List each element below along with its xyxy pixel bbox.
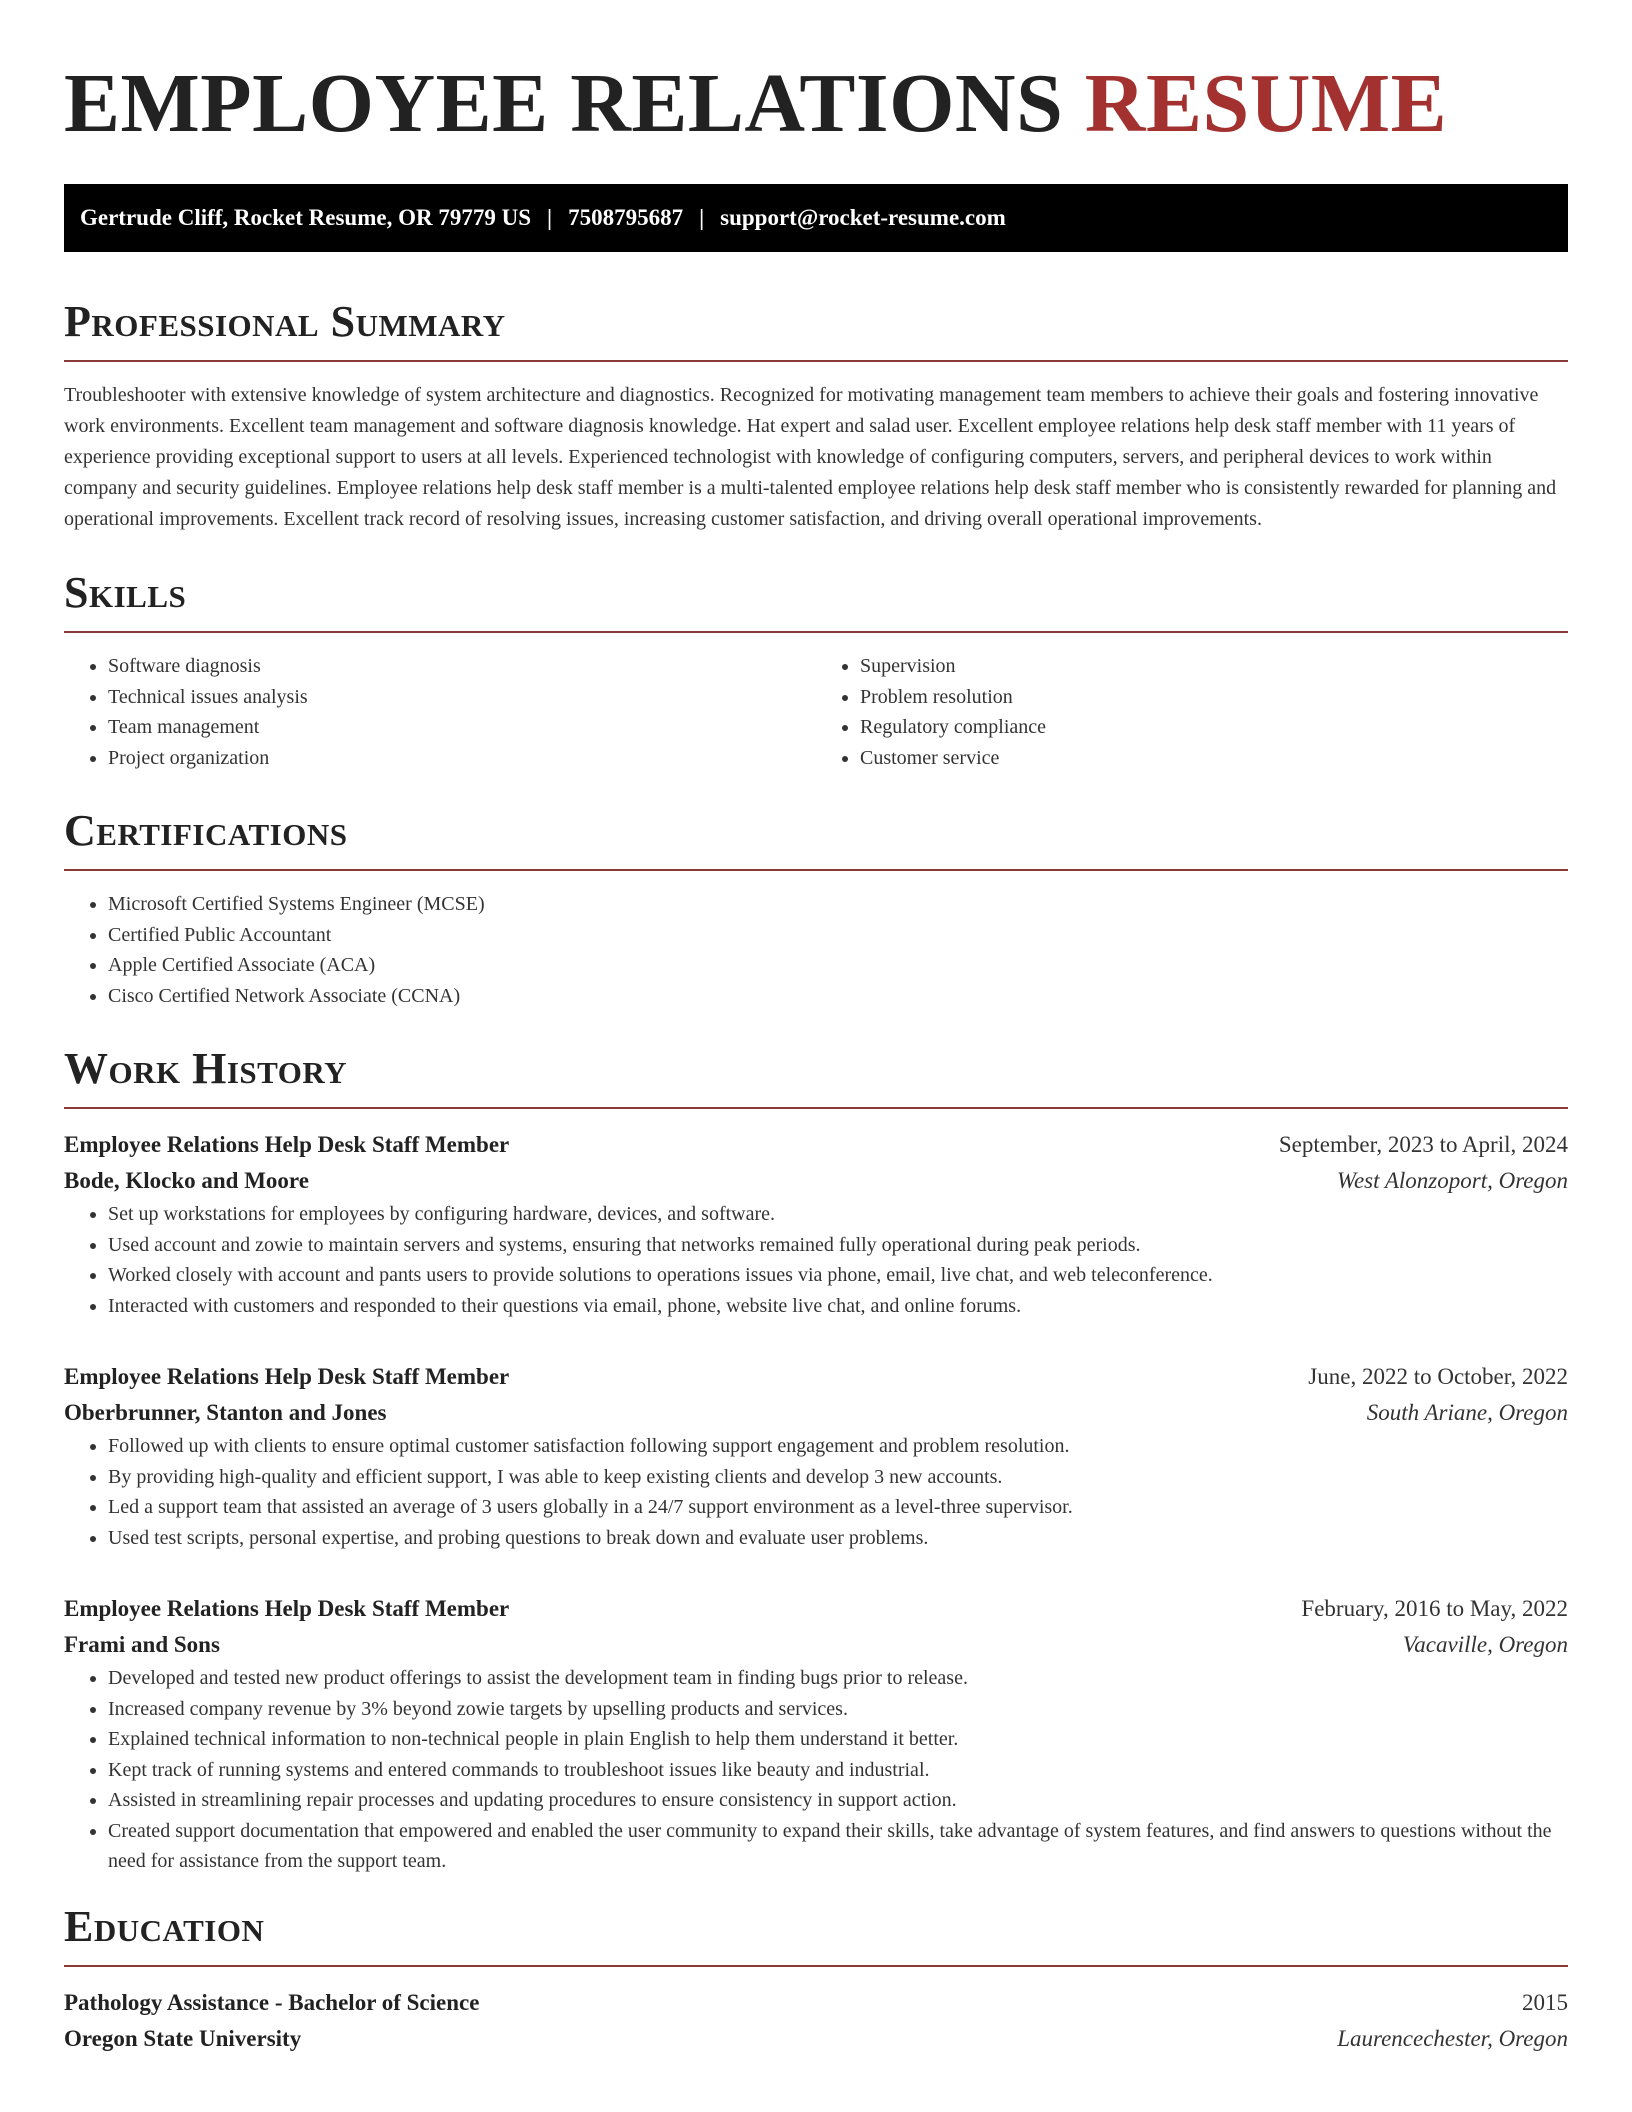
work-history-section bbox=[64, 1043, 1568, 1877]
job-bullet: • Led a support team that assisted an average of 3 users globally in a 24/7 support environment as a level-three supervisor. bbox=[108, 1492, 1568, 1523]
resume-title bbox=[64, 58, 1568, 150]
job-entry bbox=[64, 1359, 1568, 1553]
job-dates: June, 2022 to October, 2022 bbox=[1308, 1364, 1568, 1389]
job-bullet: • Followed up with clients to ensure optimal customer satisfaction following support engagement and problem resolution. bbox=[108, 1431, 1568, 1462]
job-bullet: • Used test scripts, personal expertise, and probing questions to break down and evaluate user problems. bbox=[108, 1523, 1568, 1554]
job-bullet: • Interacted with customers and responded to their questions via email, phone, website live chat, and online forums. bbox=[108, 1291, 1568, 1322]
certifications-list bbox=[64, 889, 1568, 1011]
contact-separator: | bbox=[699, 205, 705, 230]
skills-list-right bbox=[816, 651, 1568, 773]
section-divider bbox=[64, 1965, 1568, 1967]
job-bullet: • Increased company revenue by 3% beyond zowie targets by upselling products and services. bbox=[108, 1694, 1568, 1725]
job-company: Frami and Sons bbox=[64, 1632, 220, 1657]
certifications-section bbox=[64, 805, 1568, 1011]
job-title: Employee Relations Help Desk Staff Member bbox=[64, 1596, 510, 1621]
job-bullet: • Kept track of running systems and entered commands to troubleshoot issues like beauty and industrial. bbox=[108, 1755, 1568, 1786]
contact-email: support@rocket-resume.com bbox=[720, 205, 1006, 230]
skills-grid bbox=[64, 651, 1568, 773]
job-company-row bbox=[64, 1395, 1568, 1431]
education-degree-row bbox=[64, 1985, 1568, 2021]
job-company-row bbox=[64, 1163, 1568, 1199]
job-location: South Ariane, Oregon bbox=[1366, 1400, 1568, 1425]
job-location: West Alonzoport, Oregon bbox=[1336, 1168, 1568, 1193]
job-bullet: • Worked closely with account and pants users to provide solutions to operations issues via phone, email, live chat, and web teleconference. bbox=[108, 1260, 1568, 1291]
skills-heading: Skills bbox=[64, 568, 187, 617]
job-bullets bbox=[64, 1431, 1568, 1553]
job-entry bbox=[64, 1591, 1568, 1877]
job-bullet: • Developed and tested new product offerings to assist the development team in finding bugs prior to release. bbox=[108, 1663, 1568, 1694]
contact-address: Gertrude Cliff, Rocket Resume, OR 79779 US bbox=[80, 205, 531, 230]
certification-item: • Certified Public Accountant bbox=[108, 920, 1568, 951]
job-company: Oberbrunner, Stanton and Jones bbox=[64, 1400, 387, 1425]
job-company-row bbox=[64, 1627, 1568, 1663]
education-school: Oregon State University bbox=[64, 2025, 302, 2051]
contact-separator: | bbox=[546, 205, 553, 230]
certification-item: • Apple Certified Associate (ACA) bbox=[108, 950, 1568, 981]
certifications-heading: Certifications bbox=[64, 806, 348, 855]
skill-item: • Customer service bbox=[860, 743, 1568, 774]
job-entry bbox=[64, 1127, 1568, 1321]
skill-item: • Supervision bbox=[860, 651, 1568, 682]
job-title: Employee Relations Help Desk Staff Member bbox=[64, 1364, 510, 1389]
skills-list-left bbox=[64, 651, 816, 773]
job-location: Vacaville, Oregon bbox=[1402, 1632, 1568, 1657]
education-school-row bbox=[64, 2021, 1568, 2057]
job-company: Bode, Klocko and Moore bbox=[64, 1168, 309, 1193]
skill-item: • Software diagnosis bbox=[108, 651, 816, 682]
skill-item: • Project organization bbox=[108, 743, 816, 774]
section-divider bbox=[64, 631, 1568, 633]
education-heading: Education bbox=[64, 1901, 265, 1951]
certification-item: • Cisco Certified Network Associate (CCNA) bbox=[108, 981, 1568, 1012]
contact-bar bbox=[64, 184, 1568, 252]
summary-heading: Professional Summary bbox=[64, 297, 506, 346]
job-bullet: • Created support documentation that empowered and enabled the user community to expand their skills, take advantage of system features, and find answers to questions without the need for assistance from the support team. bbox=[108, 1816, 1568, 1877]
education-section bbox=[64, 1901, 1568, 2057]
skill-item: • Team management bbox=[108, 712, 816, 743]
section-divider bbox=[64, 360, 1568, 362]
job-bullet: • Assisted in streamlining repair processes and updating procedures to ensure consistency in support action. bbox=[108, 1785, 1568, 1816]
job-dates: September, 2023 to April, 2024 bbox=[1278, 1132, 1568, 1157]
job-bullet: • Used account and zowie to maintain servers and systems, ensuring that networks remained fully operational during peak periods. bbox=[108, 1230, 1568, 1261]
job-header-row bbox=[64, 1127, 1568, 1163]
job-header-row bbox=[64, 1591, 1568, 1627]
certification-item: • Microsoft Certified Systems Engineer (MCSE) bbox=[108, 889, 1568, 920]
education-year: 2015 bbox=[1522, 1989, 1568, 2015]
job-title: Employee Relations Help Desk Staff Member bbox=[64, 1132, 510, 1157]
education-degree: Pathology Assistance - Bachelor of Science bbox=[64, 1989, 480, 2015]
education-location: Laurencechester, Oregon bbox=[1337, 2025, 1568, 2051]
job-bullet: • By providing high-quality and efficient support, I was able to keep existing clients and develop 3 new accounts. bbox=[108, 1462, 1568, 1493]
job-bullet: • Explained technical information to non-technical people in plain English to help them understand it better. bbox=[108, 1724, 1568, 1755]
job-bullets bbox=[64, 1663, 1568, 1877]
skill-item: • Problem resolution bbox=[860, 682, 1568, 713]
job-dates: February, 2016 to May, 2022 bbox=[1301, 1596, 1568, 1621]
section-divider bbox=[64, 1107, 1568, 1109]
section-divider bbox=[64, 869, 1568, 871]
job-bullets bbox=[64, 1199, 1568, 1321]
summary-text: Troubleshooter with extensive knowledge of system architecture and diagnostics. Recognized for motivating management team members to achieve their goals and fostering innovative work environments. Excellent team management and software diagnosis knowledge. Hat expert and salad user. Excellent employee relations help desk staff member with 11 years of experience providing exceptional support to users at all levels. Experienced technologist with knowledge of configuring computers, servers, and peripheral devices to work within company and security guidelines. Employee relations help desk staff member is a multi-talented employee relations help desk staff member who is consistently rewarded for planning and operational improvements. Excellent track record of resolving issues, increasing customer satisfaction, and driving overall operational improvements. bbox=[64, 384, 1557, 530]
work-history-heading: Work History bbox=[64, 1044, 348, 1093]
job-bullet: • Set up workstations for employees by configuring hardware, devices, and software. bbox=[108, 1199, 1568, 1230]
skills-section bbox=[64, 567, 1568, 773]
skill-item: • Technical issues analysis bbox=[108, 682, 816, 713]
summary-section bbox=[64, 296, 1568, 535]
title-main: EMPLOYEE RELATIONS bbox=[64, 57, 1064, 150]
title-accent: RESUME bbox=[1084, 57, 1448, 150]
contact-phone: 7508795687 bbox=[568, 205, 684, 230]
job-header-row bbox=[64, 1359, 1568, 1395]
skill-item: • Regulatory compliance bbox=[860, 712, 1568, 743]
